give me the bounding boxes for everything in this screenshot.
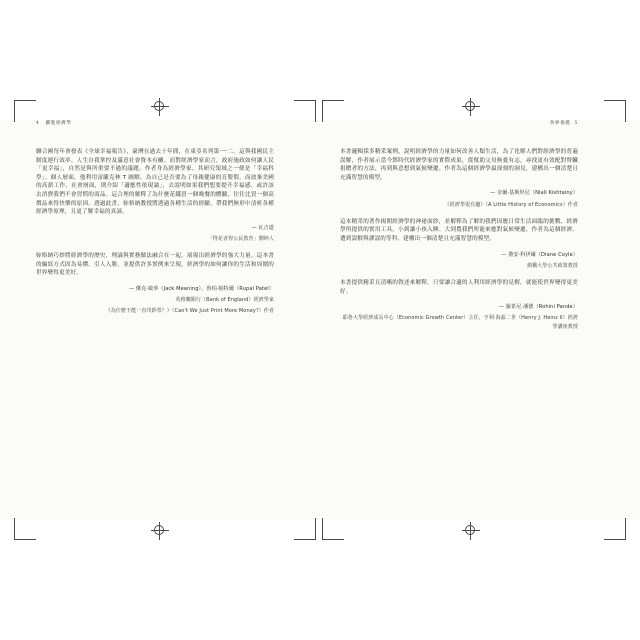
folio-right: 5 bbox=[574, 121, 578, 126]
right-attribution-3-detail: 耶魯大學經濟成長中心（Economic Growth Center）主任、亨利·海茲二世（Henry J. Heinz II）經濟學講座教授 bbox=[342, 315, 578, 330]
right-paragraph-1: 本書邏輯採多精采案例，說明經濟學的力量如何改善人類生活，為了化解人們對經濟學的普遍誤解，作者展示當今鄧時代經濟學家的實際成果，從幫助父母無憂有志，尋找更有效配對腎臟捐贈者的方法，再到與意想到氣候變遷、作者為這個經濟學最深刻的洞見，建構出一個清楚且充滿智慧的模型。 bbox=[340, 149, 578, 181]
left-page-column bbox=[36, 148, 274, 496]
right-page-column bbox=[340, 148, 578, 496]
running-head-right bbox=[340, 120, 578, 128]
right-attribution-2-name: — 黛安·科伊爾（Diane Coyle） bbox=[501, 251, 578, 258]
right-paragraph-2: 這本精采的著作揭開經濟學的神祕面紗，並解釋為了解的我們因應日常生活面臨的挑戰、經濟學所提供的實用工具。小到讓小孩入睡、大到農我們所能來應對氣候變遷、作者為這個經濟、遭到誤解與謬誤的等科、建構出一個清楚且充滿智慧的模型。 bbox=[340, 218, 578, 242]
left-attribution-2-detail: 英格蘭銀行（Bank of England）經濟學家 bbox=[175, 297, 274, 304]
registration-target-icon-top-left bbox=[151, 98, 169, 116]
left-paragraph-1: 聯合國每年會發表《全球幸福報告》，臺灣在過去十年間，在東亞名列第一־二。這與我國民主制度運行效率、人生自我掌控及滿意社會資本有關。而對經濟學家而言，政府施政如何讓人民「更幸福」，自然是與所重要不過的議題。作者身為經濟學家、其研究領域之一便是「幸福科學」。個人層面，他利用富蘭克林 T 圖解，為自己是否要為了母親健康的育嬰假，而放棄美國的高薪工作、社會層面，則介紹「適應性依現論」，去說明如果我們想要提升幸福感、或許該去消費我們不會習慣的商品。這合理的解釋了為什麼花錢買一個晚餐的體驗、往往比買一個高價品來得快樂的原因。透過此書，妳格納教授將透過各種生活的經驗，帶我們無形中清析各種經濟學原理，且更了解幸福的真諦。 bbox=[36, 149, 274, 216]
right-paragraph-3: 本書提供精采且清晰的敘述來解釋，只要讓合適的人利用經濟學的見解，就能使世界變得更美好。 bbox=[340, 279, 578, 295]
left-attribution-1-name: — 瓦吉道 bbox=[251, 224, 274, 231]
book-spread bbox=[0, 120, 640, 520]
crop-mark-bottom-right-2 bbox=[604, 518, 626, 540]
crop-mark-top-right-2 bbox=[604, 100, 626, 122]
crop-mark-top-left-2 bbox=[322, 100, 344, 122]
folio-left: 4 bbox=[36, 121, 40, 126]
left-paragraph-2: 妳格納巧妙將經濟學的歷史、理論與實務做法融合在一起，展現出經濟學的強大力量。這本書的編寫方式固為易懂、引人入勝，並提供許多實例來呈現，經濟學的如何讓你的生活和周圍的世界變得更美好。 bbox=[36, 253, 274, 277]
registration-target-icon-bottom-right bbox=[462, 522, 480, 540]
running-head-right-title: 各界推薦 bbox=[549, 121, 571, 126]
crop-mark-top-right bbox=[294, 100, 316, 122]
running-head-left bbox=[36, 120, 274, 128]
left-attribution-1-detail: 「得花者得公民教育」劉坤人 bbox=[207, 235, 274, 242]
right-attribution-1-detail: 《經濟學很有趣》（A Little History of Economics）作者 bbox=[444, 201, 578, 208]
right-attribution-1-name: — 奈爾·基斯坦尼（Niall Kishtainy） bbox=[490, 190, 578, 197]
crop-mark-top-left bbox=[14, 100, 36, 122]
registration-target-icon-bottom-left bbox=[151, 522, 169, 540]
crop-mark-bottom-right bbox=[294, 518, 316, 540]
registration-target-icon-top-right bbox=[462, 98, 480, 116]
left-attribution-2-name: — 傑克·敏寧（Jack Meaning）、魯柏·帕特爾（Rupal Patel） bbox=[128, 285, 274, 292]
left-attribution-3-name: 《為什麼不能一直印鈔票？》（Can't We Just Print More Money?）作者 bbox=[105, 308, 274, 315]
right-attribution-2-detail: 劍橋大學公共政策教授 bbox=[526, 262, 578, 269]
crop-mark-bottom-left bbox=[14, 518, 36, 540]
running-head-left-title: 躍進經濟學 bbox=[45, 121, 72, 126]
crop-mark-bottom-left-2 bbox=[322, 518, 344, 540]
right-attribution-3-name: — 羅希尼·潘德（Rohini Pande） bbox=[498, 304, 578, 311]
